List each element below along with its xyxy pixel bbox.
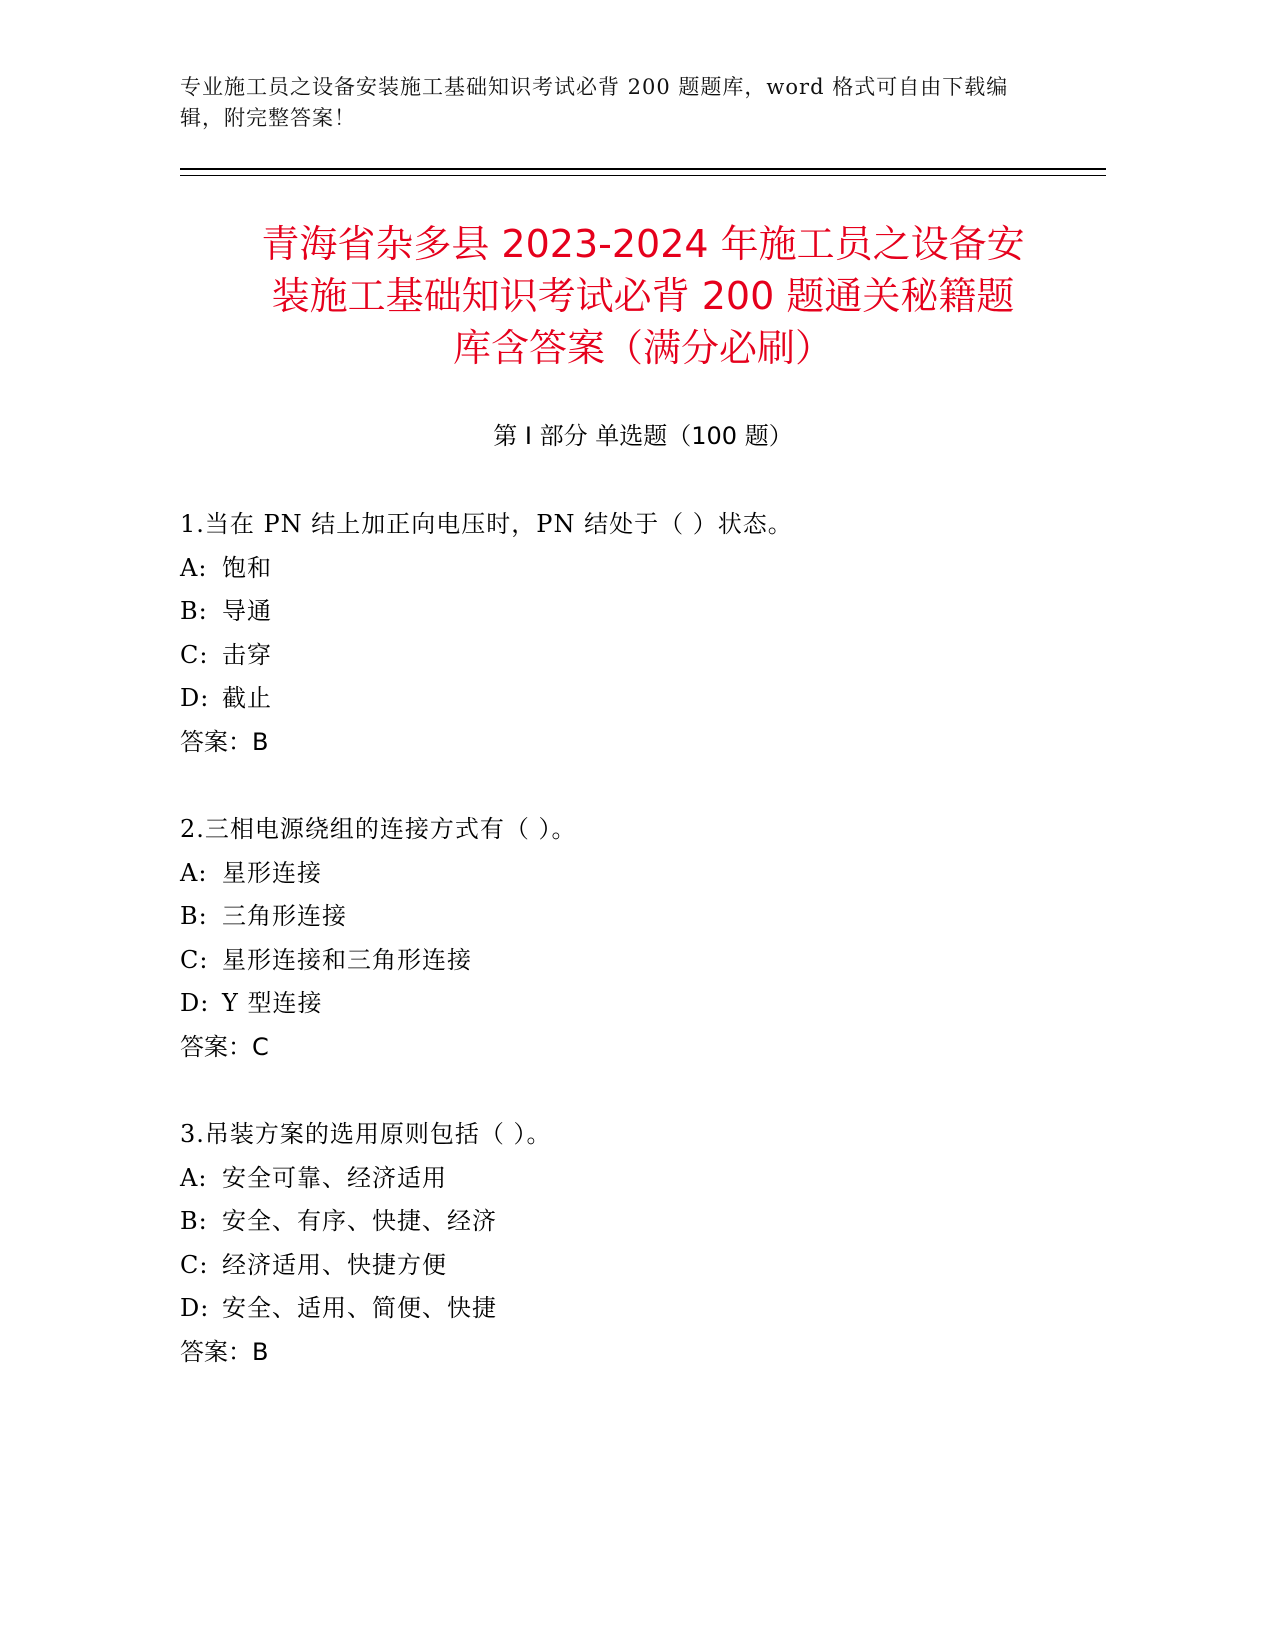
- answer-line: 答案：B: [180, 1337, 269, 1366]
- section-title: 第 I 部分 单选题（100 题）: [493, 422, 793, 450]
- option-letter: C:: [180, 1250, 209, 1279]
- question-3: [180, 1113, 1106, 1375]
- option-letter: D:: [180, 1294, 210, 1323]
- option-letter: B:: [180, 597, 208, 626]
- option-text: 安全可靠、经济适用: [222, 1163, 447, 1192]
- option-letter: D:: [180, 989, 210, 1018]
- option-a: [180, 852, 1106, 896]
- option-text: 安全、有序、快捷、经济: [222, 1207, 497, 1236]
- title-line-1: 青海省杂多县 2023-2024 年施工员之设备安: [261, 222, 1025, 266]
- option-letter: C:: [180, 640, 209, 669]
- option-letter: C:: [180, 945, 209, 974]
- option-c: [180, 634, 1106, 678]
- option-text: 截止: [222, 684, 272, 713]
- option-b: [180, 590, 1106, 634]
- question-1: [180, 503, 1106, 765]
- question-stem: 3.吊装方案的选用原则包括（ ）。: [180, 1120, 552, 1148]
- option-letter: A:: [180, 553, 208, 582]
- title-line-2: 装施工基础知识考试必背 200 题通关秘籍题: [271, 274, 1015, 318]
- option-letter: A:: [180, 1163, 208, 1192]
- option-d: [180, 982, 1106, 1026]
- option-text: 经济适用、快捷方便: [222, 1250, 447, 1279]
- option-letter: B:: [180, 902, 208, 931]
- option-text: 星形连接: [222, 858, 322, 887]
- option-a: [180, 547, 1106, 591]
- option-c: [180, 1244, 1106, 1288]
- option-a: [180, 1157, 1106, 1201]
- option-letter: B:: [180, 1207, 208, 1236]
- answer-line: 答案：B: [180, 727, 269, 756]
- answer-line: 答案：C: [180, 1032, 269, 1061]
- option-text: 星形连接和三角形连接: [222, 945, 472, 974]
- option-text: 导通: [222, 597, 272, 626]
- header-note: 专业施工员之设备安装施工基础知识考试必背 200 题题库，word 格式可自由下载编辑，附完整答案！: [180, 75, 1009, 130]
- option-text: 三角形连接: [222, 902, 347, 931]
- header-divider-thin: [180, 175, 1106, 176]
- question-stem: 2.三相电源绕组的连接方式有（ ）。: [180, 815, 577, 843]
- option-b: [180, 895, 1106, 939]
- option-c: [180, 939, 1106, 983]
- option-b: [180, 1200, 1106, 1244]
- option-letter: A:: [180, 858, 208, 887]
- question-stem: 1.当在 PN 结上加正向电压时，PN 结处于（ ）状态。: [180, 510, 793, 538]
- option-d: [180, 677, 1106, 721]
- header-divider-thick: [180, 168, 1106, 170]
- option-text: 饱和: [222, 553, 272, 582]
- option-letter: D:: [180, 684, 210, 713]
- option-text: 击穿: [222, 640, 272, 669]
- option-d: [180, 1287, 1106, 1331]
- question-2: [180, 808, 1106, 1070]
- title-line-3: 库含答案（满分必刷）: [452, 326, 833, 370]
- option-text: 安全、适用、简便、快捷: [222, 1294, 497, 1323]
- option-text: Y 型连接: [222, 989, 323, 1018]
- document-title: [180, 218, 1106, 374]
